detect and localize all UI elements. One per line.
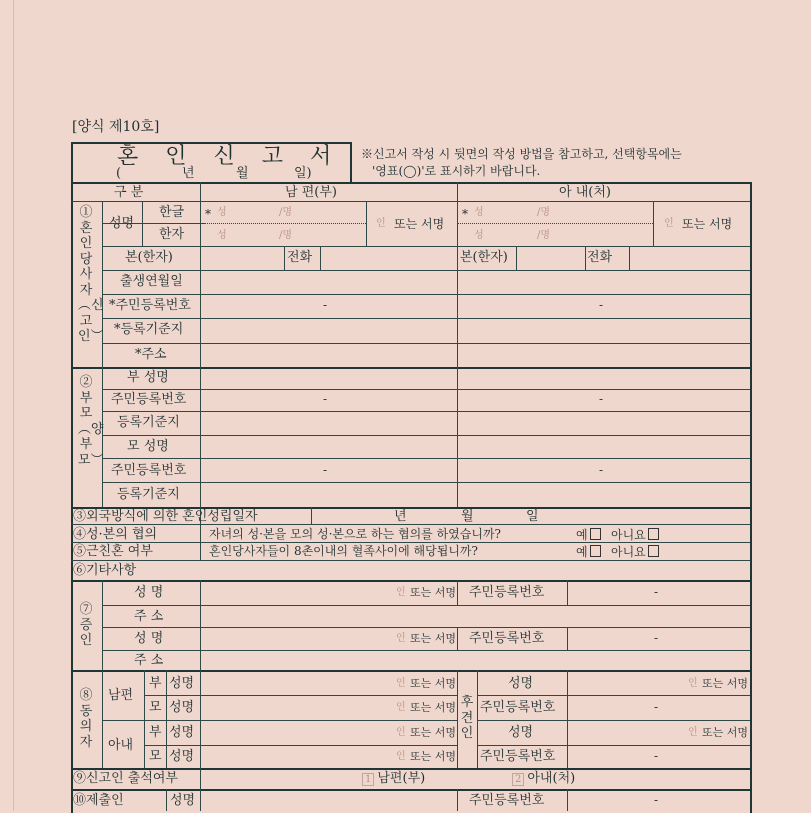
s8-r2-seal: 또는 서명 [410, 701, 457, 714]
s8-w-mother: 모 [149, 749, 162, 764]
s7-w2-rrn-dash: - [654, 631, 659, 645]
row9-opt2-label: 아내(처) [527, 771, 576, 786]
row9-option-wife[interactable] [512, 772, 575, 785]
s8-w-mother-name: 성명 [169, 749, 195, 764]
form-title: 혼 인 신 고 서 [117, 144, 342, 169]
s2-father-name-label: 부 성명 [127, 370, 169, 385]
row3-label: ③외국방식에 의한 혼인성립일자 [73, 509, 258, 524]
s7-w1-name-label: 성 명 [134, 585, 164, 600]
date-month: 월 [236, 166, 249, 181]
s8-w-father-name: 성명 [169, 725, 195, 740]
s8-r2-seal-icon: 인 [396, 702, 406, 713]
row5-label: ⑤근친혼 여부 [73, 544, 153, 559]
row4-question: 자녀의 성·본을 모의 성·본으로 하는 협의를 하였습니까? [209, 527, 501, 541]
s8-g2-seal-icon: 인 [688, 727, 698, 738]
s8-r4-seal-icon: 인 [396, 751, 406, 762]
s8-r1-seal-icon: 인 [396, 678, 406, 689]
s7-w1-rrn-label: 주민등록번호 [469, 585, 545, 600]
row9-opt1-label: 남편(부) [377, 771, 426, 786]
s7-w2-seal-or-sign: 또는 서명 [410, 632, 457, 645]
husband-hangul-star: * [205, 207, 211, 221]
s7-w1-address-label: 주 소 [134, 609, 164, 624]
section2-label: ②부모︵양부모︶ [78, 375, 104, 468]
husband-hangul-surname-hint: 성 [217, 207, 227, 218]
header-wife: 아 내(처) [559, 185, 611, 200]
row5-no-checkbox[interactable] [648, 545, 659, 557]
s1-birth-label: 출생연월일 [120, 274, 183, 289]
wife-seal-icon: 인 [664, 218, 674, 229]
section8-label: ⑧동의자 [79, 688, 93, 750]
s7-w1-rrn-dash: - [654, 585, 659, 599]
notice-line-1: ※신고서 작성 시 뒷면의 작성 방법을 참고하고, 선택항목에는 [361, 147, 682, 161]
s1-regbase-label: *등록기준지 [114, 322, 184, 337]
row4-yes[interactable] [576, 528, 603, 541]
husband-phone-label: 전화 [287, 250, 313, 265]
s1-rrn-label: *주민등록번호 [109, 298, 191, 313]
s2-mother-husband-dash: - [323, 463, 328, 477]
row5-no[interactable] [611, 545, 661, 558]
husband-seal-icon: 인 [376, 218, 386, 229]
s8-g2-seal: 또는 서명 [702, 726, 749, 739]
form-number-label: [양식 제10호] [72, 119, 160, 135]
s1-origin-label: 본(한자) [125, 250, 173, 265]
row9-option-husband[interactable] [362, 772, 425, 785]
row4-no-checkbox[interactable] [648, 528, 659, 540]
wife-hangul-surname-hint: 성 [474, 207, 484, 218]
header-category: 구 분 [114, 185, 144, 200]
s2-father-regbase-label: 등록기준지 [117, 415, 180, 430]
s8-r4-seal: 또는 서명 [410, 750, 457, 763]
s7-w1-seal-icon: 인 [396, 587, 406, 598]
row4-yes-checkbox[interactable] [590, 528, 601, 540]
row10-name-label: 성명 [170, 793, 196, 808]
wife-hanja-surname-hint: 성 [474, 230, 484, 241]
s8-g2-rrn-dash: - [654, 749, 659, 763]
wife-hanja-given-hint: /명 [537, 230, 551, 241]
s8-g1-rrn-dash: - [654, 700, 659, 714]
s7-w1-seal-or-sign: 또는 서명 [410, 586, 457, 599]
husband-hangul-given-hint: /명 [279, 207, 293, 218]
s7-w2-seal-icon: 인 [396, 633, 406, 644]
row3-month: 월 [461, 509, 474, 524]
row10-label: ⑩제출인 [73, 793, 124, 808]
husband-hanja-surname-hint: 성 [217, 230, 227, 241]
row3-year: 년 [394, 509, 407, 524]
s7-w2-address-label: 주 소 [134, 653, 164, 668]
notice-line-2: '영표(◯)'로 표시하기 바랍니다. [372, 164, 541, 178]
row4-no[interactable] [611, 528, 661, 541]
row5-yes-checkbox[interactable] [590, 545, 601, 557]
s2-father-husband-dash: - [323, 392, 328, 406]
s2-father-wife-dash: - [599, 392, 604, 406]
s1-address-label: *주소 [135, 347, 167, 362]
row9-opt1-number: 1 [362, 773, 374, 786]
s2-mother-rrn-label: 주민등록번호 [111, 463, 187, 478]
header-husband: 남 편(부) [285, 185, 337, 200]
row3-day: 일 [526, 509, 539, 524]
wife-hangul-given-hint: /명 [537, 207, 551, 218]
husband-rrn-dash: - [323, 298, 328, 312]
s8-g2-rrn-label: 주민등록번호 [480, 749, 556, 764]
wife-seal-or-sign: 또는 서명 [682, 217, 733, 231]
s8-wife-label: 아내 [108, 738, 134, 753]
s8-r3-seal-icon: 인 [396, 727, 406, 738]
s8-g1-rrn-label: 주민등록번호 [480, 700, 556, 715]
row5-yes-label: 예 [576, 545, 588, 559]
row4-yes-label: 예 [576, 528, 588, 542]
row10-rrn-dash: - [654, 793, 659, 807]
s7-w2-name-label: 성 명 [134, 631, 164, 646]
s8-husband-label: 남편 [108, 688, 134, 703]
s2-father-rrn-label: 주민등록번호 [111, 392, 187, 407]
s8-h-mother: 모 [149, 700, 162, 715]
s8-r1-seal: 또는 서명 [410, 677, 457, 690]
husband-hanja-given-hint: /명 [279, 230, 293, 241]
wife-hangul-star: * [462, 207, 468, 221]
wife-origin-label: 본(한자) [460, 250, 508, 265]
marriage-report-form [13, 0, 811, 811]
s8-h-father-name: 성명 [169, 676, 195, 691]
date-year: 년 [182, 166, 195, 181]
s2-mother-wife-dash: - [599, 463, 604, 477]
row9-label: ⑨신고인 출석여부 [73, 771, 179, 786]
row4-label: ④성·본의 협의 [73, 527, 158, 542]
s8-g1-name-label: 성명 [508, 676, 534, 691]
s8-r3-seal: 또는 서명 [410, 726, 457, 739]
wife-phone-label: 전화 [587, 250, 613, 265]
s8-g1-seal: 또는 서명 [702, 677, 749, 690]
row4-no-label: 아니요 [611, 528, 646, 542]
s1-name-label: 성명 [109, 216, 135, 231]
s8-guardian-label: 후견인 [460, 695, 474, 741]
row10-rrn-label: 주민등록번호 [469, 793, 545, 808]
husband-seal-or-sign: 또는 서명 [394, 217, 445, 231]
s8-h-father: 부 [149, 676, 162, 691]
wife-rrn-dash: - [599, 298, 604, 312]
s8-w-father: 부 [149, 725, 162, 740]
s8-g1-seal-icon: 인 [688, 678, 698, 689]
s1-hanja-label: 한자 [159, 227, 185, 242]
s1-hangul-label: 한글 [159, 205, 185, 220]
date-open: ( [116, 166, 122, 181]
s7-w2-rrn-label: 주민등록번호 [469, 631, 545, 646]
row9-opt2-number: 2 [512, 773, 524, 786]
section1-label: ①혼인당사자︵신고인︶ [78, 205, 104, 344]
s2-mother-regbase-label: 등록기준지 [117, 487, 180, 502]
row6-label: ⑥기타사항 [73, 563, 137, 578]
s8-h-mother-name: 성명 [169, 700, 195, 715]
date-day: 일) [294, 166, 312, 181]
section7-label: ⑦증인 [79, 602, 93, 648]
row5-question: 혼인당사자들이 8촌이내의 혈족사이에 해당됩니까? [209, 544, 478, 558]
row5-no-label: 아니요 [611, 545, 646, 559]
s2-mother-name-label: 모 성명 [127, 439, 169, 454]
row5-yes[interactable] [576, 545, 603, 558]
s8-g2-name-label: 성명 [508, 725, 534, 740]
